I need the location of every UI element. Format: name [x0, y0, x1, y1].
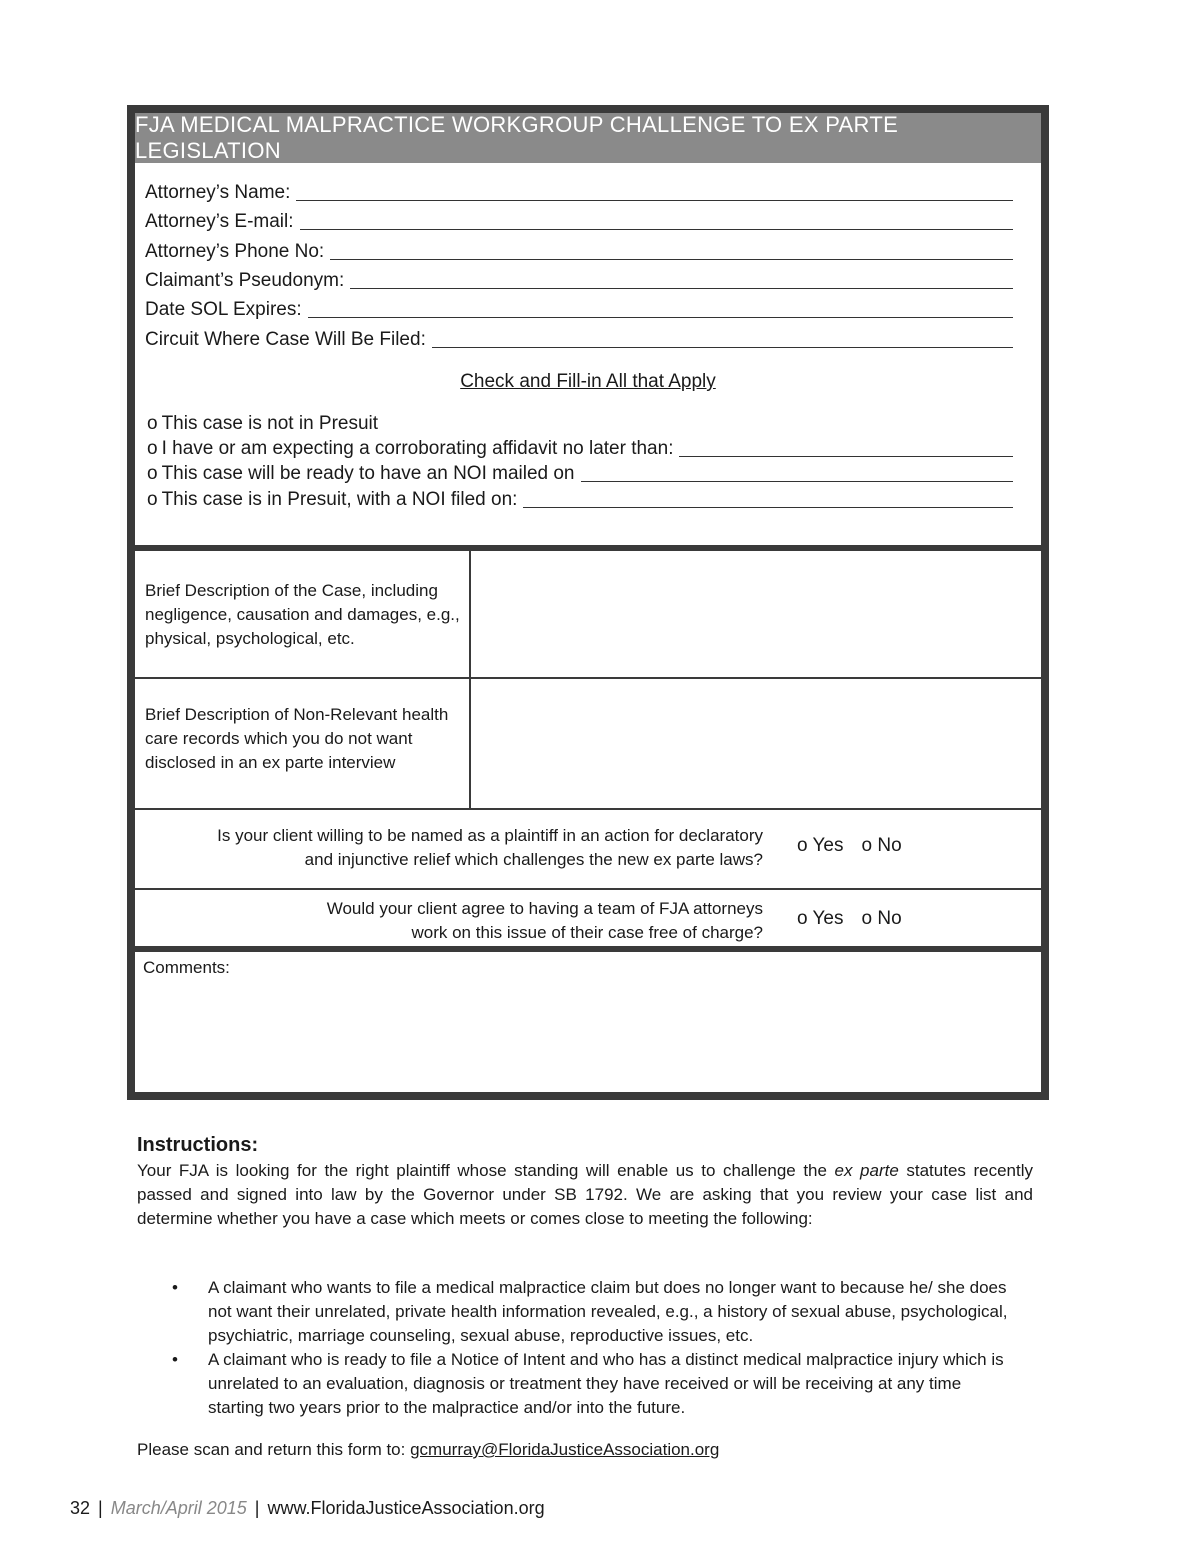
page-footer: [70, 1498, 545, 1519]
check-noi-ready[interactable]: [147, 461, 1013, 485]
instructions-title: Instructions:: [137, 1134, 259, 1156]
attorney-phone-field[interactable]: [145, 239, 1013, 263]
fill-in-line[interactable]: [679, 455, 1013, 457]
fill-in-line[interactable]: [523, 506, 1013, 508]
instructions-paragraph: [137, 1159, 1033, 1231]
no-option[interactable]: o No: [861, 835, 902, 856]
bullet-icon: •: [172, 1350, 178, 1369]
bullet-text: A claimant who wants to file a medical malpractice claim but does no longer want to because he/ she does not want their unrelated, private health information revealed, e.g., a history of sexual abuse, psychological, psychiatric, marriage counseling, sexual abuse, reproductive issues, etc.: [208, 1278, 1008, 1345]
checkbox-icon[interactable]: o: [147, 463, 158, 484]
field-label: Attorney’s Phone No:: [145, 241, 325, 262]
footer-separator: |: [254, 1498, 260, 1518]
plaintiff-question: [163, 824, 763, 872]
bullet-text: A claimant who is ready to file a Notice of Intent and who has a distinct medical malpractice injury which is unrelated to an evaluation, diagnosis or treatment they have received or will be receiving at any time starting two years prior to the malpractice and/or into the future.: [208, 1350, 1004, 1417]
para-italic: ex parte: [834, 1161, 899, 1180]
website-link[interactable]: www.FloridaJusticeAssociation.org: [267, 1498, 545, 1518]
bullet-icon: •: [172, 1278, 178, 1297]
check-label: This case is not in Presuit: [161, 413, 379, 434]
issue-date: March/April 2015: [110, 1498, 247, 1518]
row-divider: [135, 808, 1041, 810]
records-description-label: Brief Description of Non-Relevant health care records which you do not want disclosed in an ex parte interview: [145, 705, 449, 772]
check-affidavit[interactable]: [147, 436, 1013, 460]
case-description-label: Brief Description of the Case, including negligence, causation and damages, e.g., physical, psychological, etc.: [145, 581, 460, 648]
field-label: Attorney’s Name:: [145, 182, 291, 203]
claimant-pseudonym-field[interactable]: [145, 268, 1013, 292]
row-divider: [135, 888, 1041, 890]
form-title: FJA MEDICAL MALPRACTICE WORKGROUP CHALLENGE TO EX PARTE LEGISLATION: [135, 113, 1041, 163]
attorney-email-field[interactable]: [145, 209, 1013, 233]
ex-parte-challenge-form: [127, 105, 1049, 1100]
question-line: Is your client willing to be named as a plaintiff in an action for declaratory: [217, 826, 763, 845]
fill-in-line[interactable]: [300, 228, 1013, 230]
check-label: This case is in Presuit, with a NOI filed on:: [161, 489, 518, 510]
criteria-list: [172, 1276, 1012, 1420]
checkbox-icon[interactable]: o: [147, 438, 158, 459]
sol-expires-field[interactable]: [145, 297, 1013, 321]
case-description-input[interactable]: [471, 551, 1041, 677]
field-label: Attorney’s E-mail:: [145, 211, 294, 232]
field-label: Date SOL Expires:: [145, 299, 302, 320]
question-line: work on this issue of their case free of charge?: [411, 923, 763, 942]
fill-in-line[interactable]: [296, 199, 1013, 201]
check-label: This case will be ready to have an NOI mailed on: [161, 463, 575, 484]
checkbox-icon[interactable]: o: [147, 413, 158, 434]
records-description-input[interactable]: [471, 679, 1041, 809]
check-not-presuit[interactable]: [147, 411, 1013, 435]
no-option[interactable]: o No: [861, 908, 902, 929]
return-instructions: [137, 1440, 719, 1460]
yes-option[interactable]: o Yes: [797, 835, 844, 856]
attorney-name-field[interactable]: [145, 180, 1013, 204]
field-label: Claimant’s Pseudonym:: [145, 270, 345, 291]
check-in-presuit[interactable]: [147, 487, 1013, 511]
return-email-link[interactable]: gcmurray@FloridaJusticeAssociation.org: [410, 1440, 720, 1459]
check-label: I have or am expecting a corroborating affidavit no later than:: [161, 438, 674, 459]
return-text: Please scan and return this form to:: [137, 1440, 406, 1459]
para-text: Your FJA is looking for the right plaintiff whose standing will enable us to challenge the: [137, 1161, 835, 1180]
fill-in-line[interactable]: [308, 316, 1013, 318]
field-label: Circuit Where Case Will Be Filed:: [145, 329, 426, 350]
page-number: 32: [70, 1498, 91, 1518]
checkbox-icon[interactable]: o: [147, 489, 158, 510]
plaintiff-yes-no: [797, 835, 902, 857]
circuit-field[interactable]: [145, 327, 1013, 351]
fill-in-line[interactable]: [350, 287, 1013, 289]
fill-in-line[interactable]: [581, 480, 1013, 482]
question-line: and injunctive relief which challenges the new ex parte laws?: [304, 850, 763, 869]
team-yes-no: [797, 908, 902, 930]
footer-separator: |: [98, 1498, 103, 1518]
comments-label: Comments:: [143, 958, 230, 977]
para-text: statutes recently passed and signed into law by the Governor under SB 1792. We are asking that you review your case list and determine whether you have a case which meets or comes close to meeting the following:: [137, 1161, 1033, 1228]
list-item: [172, 1348, 1012, 1420]
yes-option[interactable]: o Yes: [797, 908, 844, 929]
fill-in-line[interactable]: [330, 258, 1013, 260]
fill-in-line[interactable]: [432, 346, 1013, 348]
question-line: Would your client agree to having a team of FJA attorneys: [326, 899, 763, 918]
comments-input[interactable]: [135, 952, 1041, 1092]
check-heading: Check and Fill-in All that Apply: [460, 371, 716, 392]
list-item: [172, 1276, 1012, 1348]
team-question: [163, 897, 763, 945]
